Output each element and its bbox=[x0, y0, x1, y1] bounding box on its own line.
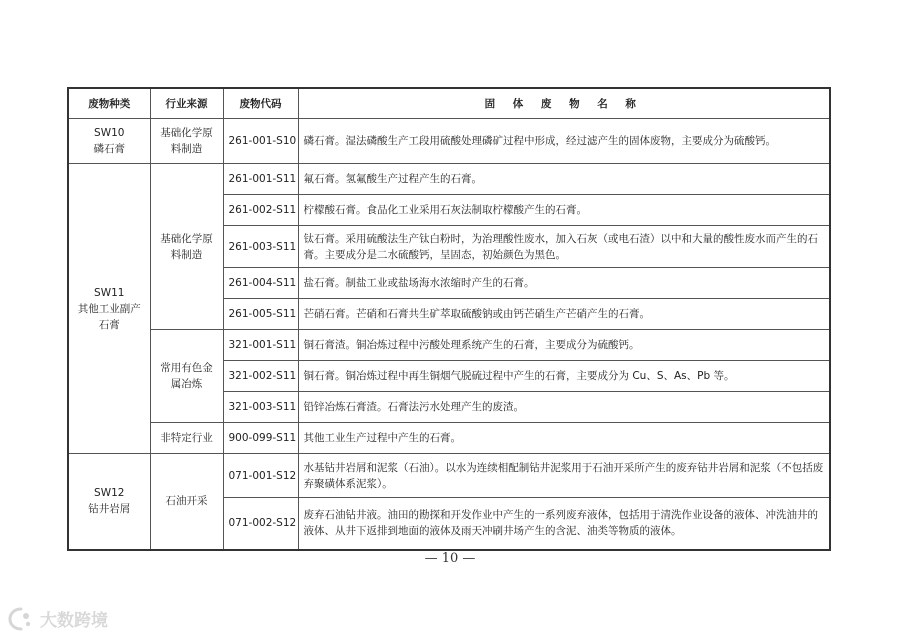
table-row bbox=[68, 164, 830, 195]
waste-kind-name: 其他工业副产石膏 bbox=[77, 302, 141, 331]
waste-description-cell: 芒硝石膏。芒硝和石膏共生矿萃取硫酸钠或由钙芒硝生产芒硝产生的石膏。 bbox=[298, 299, 830, 330]
industry-source-cell: 非特定行业 bbox=[150, 423, 223, 454]
waste-code-cell: 261-005-S11 bbox=[223, 299, 298, 330]
waste-description-cell: 磷石膏。湿法磷酸生产工段用硫酸处理磷矿过程中形成，经过滤产生的固体废物，主要成分为硫酸钙。 bbox=[298, 119, 830, 164]
waste-kind-cell bbox=[68, 454, 150, 550]
waste-kind-name: 钻井岩屑 bbox=[88, 503, 131, 516]
waste-description-cell: 氟石膏。氢氟酸生产过程产生的石膏。 bbox=[298, 164, 830, 195]
waste-kind-code: SW12 bbox=[94, 487, 125, 500]
waste-description-cell: 废弃石油钻井液。油田的勘探和开发作业中产生的一系列废弃液体，包括用于清洗作业设备的液体、冲洗油井的液体、从井下返排到地面的液体及雨天冲刷井场产生的含泥、油类等物质的液体。 bbox=[298, 498, 830, 550]
waste-description-cell: 钛石膏。采用硫酸法生产钛白粉时，为治理酸性废水，加入石灰（或电石渣）以中和大量的酸性废水而产生的石膏。主要成分是二水硫酸钙，呈固态，初始颜色为黑色。 bbox=[298, 226, 830, 268]
table-row bbox=[68, 423, 830, 454]
header-industry-source: 行业来源 bbox=[150, 88, 223, 119]
waste-kind-cell bbox=[68, 164, 150, 454]
header-waste-code: 废物代码 bbox=[223, 88, 298, 119]
waste-code-cell: 321-002-S11 bbox=[223, 361, 298, 392]
table-row bbox=[68, 330, 830, 361]
waste-code-cell: 321-003-S11 bbox=[223, 392, 298, 423]
waste-description-cell: 铜石膏渣。铜冶炼过程中污酸处理系统产生的石膏，主要成分为硫酸钙。 bbox=[298, 330, 830, 361]
brand-logo-icon bbox=[8, 607, 34, 631]
page-number: — 10 — bbox=[424, 551, 476, 566]
waste-description-cell: 盐石膏。制盐工业或盐场海水浓缩时产生的石膏。 bbox=[298, 268, 830, 299]
waste-code-cell: 261-003-S11 bbox=[223, 226, 298, 268]
waste-kind-name: 磷石膏 bbox=[93, 143, 125, 155]
waste-kind-cell bbox=[68, 119, 150, 164]
waste-code-cell: 900-099-S11 bbox=[223, 423, 298, 454]
industry-source-cell: 基础化学原料制造 bbox=[150, 119, 223, 164]
waste-description-cell: 铜石膏。铜冶炼过程中再生铜烟气脱硫过程中产生的石膏，主要成分为 Cu、S、As、Pb 等。 bbox=[298, 361, 830, 392]
table-header-row bbox=[68, 88, 830, 119]
table-row bbox=[68, 119, 830, 164]
watermark-text: 大数跨境 bbox=[40, 611, 108, 631]
waste-code-cell: 261-002-S11 bbox=[223, 195, 298, 226]
waste-code-cell: 261-001-S11 bbox=[223, 164, 298, 195]
waste-catalog-table bbox=[67, 87, 831, 551]
waste-code-cell: 261-001-S10 bbox=[223, 119, 298, 164]
header-waste-name: 固 体 废 物 名 称 bbox=[298, 88, 830, 119]
header-waste-kind: 废物种类 bbox=[68, 88, 150, 119]
waste-code-cell: 261-004-S11 bbox=[223, 268, 298, 299]
waste-description-cell: 铅锌冶炼石膏渣。石膏法污水处理产生的废渣。 bbox=[298, 392, 830, 423]
watermark bbox=[8, 606, 108, 631]
waste-kind-code: SW11 bbox=[94, 286, 125, 299]
industry-source-cell: 石油开采 bbox=[150, 454, 223, 550]
waste-description-cell: 水基钻井岩屑和泥浆（石油）。以水为连续相配制钻井泥浆用于石油开采所产生的废弃钻井岩屑和泥浆（不包括废弃聚磺体系泥浆）。 bbox=[298, 454, 830, 498]
industry-source-cell: 常用有色金属冶炼 bbox=[150, 330, 223, 423]
waste-code-cell: 071-002-S12 bbox=[223, 498, 298, 550]
table-row bbox=[68, 454, 830, 498]
waste-kind-code: SW10 bbox=[94, 127, 125, 139]
waste-description-cell: 其他工业生产过程中产生的石膏。 bbox=[298, 423, 830, 454]
waste-code-cell: 321-001-S11 bbox=[223, 330, 298, 361]
waste-code-cell: 071-001-S12 bbox=[223, 454, 298, 498]
waste-description-cell: 柠檬酸石膏。食品化工业采用石灰法制取柠檬酸产生的石膏。 bbox=[298, 195, 830, 226]
industry-source-cell: 基础化学原料制造 bbox=[150, 164, 223, 330]
